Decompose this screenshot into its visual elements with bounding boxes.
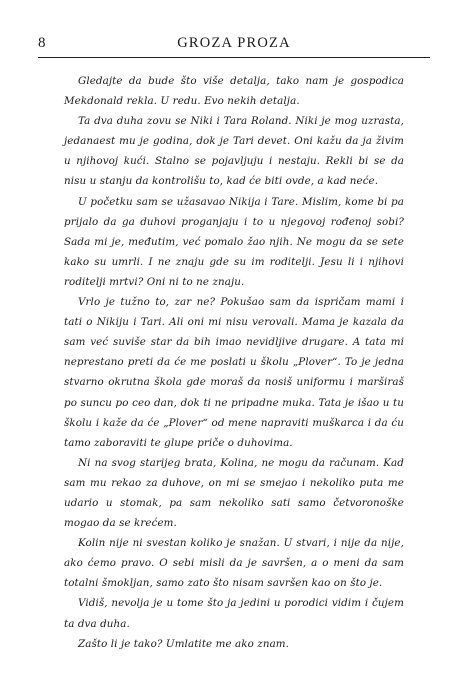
paragraph-2: Ta dva duha zovu se Niki i Tara Roland. Niki je mog uzrasta, jedanaest mu je godina, dok je Tari devet. Oni kažu da ja živim u njihovoj kući. Stalno se pojavljuju i nestaju. Rekli bi se da nisu u stanju da kontrolišu to, kad će biti ovde, a kad neće. <box>64 115 404 188</box>
paragraph-5: Ni na svog starijeg brata, Kolina, ne mogu da računam. Kad sam mu rekao za duhove, on mi se smejao i nekoliko puta me udario u stomak, pa sam nekoliko sati samo četvoronoške mogao da se krećem. <box>64 456 404 530</box>
paragraph-6: Kolin nije ni svestan koliko je snažan. U stvari, i nije da nije, ako ćemo pravo. O sebi misli da je savršen, a o meni da sam totalni šmokljan, samo zato što nisam savršen kao on što je. <box>64 537 404 590</box>
paragraph-7: Vidiš, nevolja je u tome što ja jedini u porodici vidim i čujem ta dva duha. <box>64 597 404 630</box>
paragraph-8: Zašto li je tako? Umlatite me ako znam. <box>78 637 290 650</box>
paragraph-1: Gledajte da bude što više detalja, tako nam je gospodica Mekdonald rekla. U redu. Evo nekih detalja. <box>64 75 404 108</box>
paragraph-4: Vrlo je tužno to, zar ne? Pokušao sam da ispričam mami i tati o Nikiju i Tari. Ali oni mi nisu verovali. Mama je kazala da sam već suviše star da bih imao nevidljive drugare. A tata mi neprestano preti da će me poslati u školu „Plover“. To je jedna stvarno okrutna škola gde moraš da nosiš uniformu i marširaš po suncu po ceo dan, dok ti ne pripadne muka. Tata je išao u tu školu i kaže da će „Plover“ od mene napraviti muškarca i da ću tamo zaboraviti te glupe priče o duhovima. <box>64 296 404 449</box>
running-title: GROZA PROZA <box>177 35 291 51</box>
page-number: 8 <box>38 35 46 51</box>
paragraph-3: U početku sam se užasavao Nikija i Tare. Mislim, kome bi pa prijalo da ga duhovi proganjaju i to u njegovoj rođenoj sobi? Sada mi je, međutim, već pomalo žao njih. Ne mogu da se sete kako su umrli. I ne znaju gde su im roditelji. Jesu li i njihovi roditelji mrtvi? Oni ni to ne znaju. <box>64 195 404 288</box>
body-text <box>64 71 404 654</box>
page-header <box>38 33 430 58</box>
